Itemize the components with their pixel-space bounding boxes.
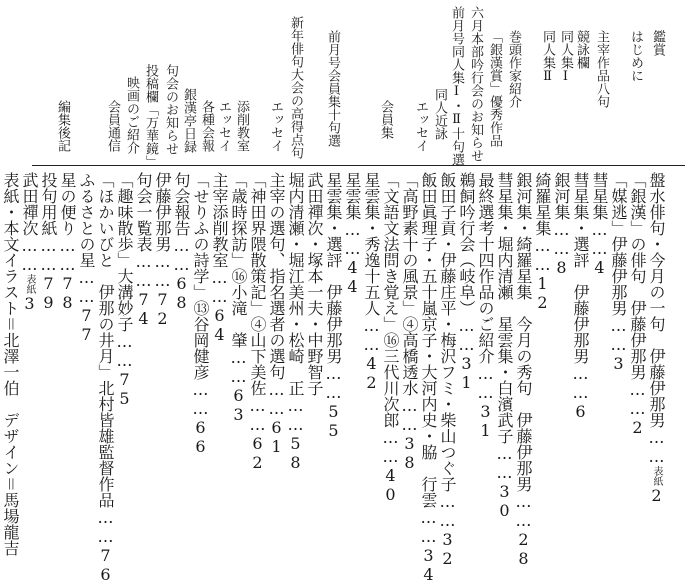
category-label: エッセイ xyxy=(413,100,428,152)
toc-entry: 銀河集・綺羅星集 今月の秀句 伊藤伊那男……28 xyxy=(514,172,533,568)
category-label: 前月号会員集十句選 xyxy=(325,30,340,147)
category-label: 添削教室 xyxy=(234,100,249,152)
category-label: 編集後記 xyxy=(55,100,70,152)
category-label: 前月号同人集Ⅰ・Ⅱ十句選 xyxy=(449,6,464,166)
category-label: 六月本部吟行会のお知らせ xyxy=(468,6,483,162)
toc-entry: 投句用紙……79 xyxy=(39,172,58,312)
toc-entry: 「歳時探訪」⑯小滝 肇……63 xyxy=(229,172,248,424)
toc-entry: 句会報告……68 xyxy=(172,172,191,312)
category-label: 各種会報 xyxy=(199,100,214,152)
category-label: 映画のご紹介 xyxy=(124,76,139,154)
toc-entry: ふるさとの星……77 xyxy=(77,172,96,344)
toc-entry: 「せりふの詩学」⑬谷岡健彦……66 xyxy=(191,172,210,456)
category-label: 同人近詠 xyxy=(432,88,447,140)
toc-entry: 主宰の選句、指名選者の選句……61 xyxy=(267,172,286,456)
toc-entry: 盤水俳句・今月の一句 伊藤伊那男……表紙2 xyxy=(647,172,666,505)
category-label: 銀漢亭日録 xyxy=(181,88,196,153)
category-label: 会員通信 xyxy=(105,100,120,152)
toc-entry: 綺羅星集……12 xyxy=(533,172,552,312)
category-label: エッセイ xyxy=(268,100,283,152)
toc-entry: 星雲集・秀逸十五人……42 xyxy=(362,172,381,392)
category-label: 巻頭作家紹介 xyxy=(506,30,521,108)
category-label: 同人集Ⅰ xyxy=(558,30,573,84)
toc-entry: 「ほかいびと 伊那の井月」北村皆雄監督作品……76 xyxy=(96,172,115,584)
category-label: 主宰作品八句 xyxy=(594,30,609,108)
toc-entry: 堀内清瀬・堀江美州・松崎 正……58 xyxy=(286,172,305,472)
toc-entry: 「媒逃」伊藤伊那男……3 xyxy=(609,172,628,373)
category-label: 句会のお知らせ xyxy=(163,64,178,155)
category-label: 競詠欄 xyxy=(574,30,589,69)
toc-entry: 星雲集・選評 伊藤伊那男……55 xyxy=(324,172,343,440)
category-label: 鑑賞 xyxy=(650,30,665,56)
toc-entry: 星の便り……78 xyxy=(58,172,77,312)
toc-entry: 「趣味散歩」大溝妙子……75 xyxy=(115,172,134,408)
toc-entry: 「文語文法問き覚え」⑯三代川次郎……40 xyxy=(381,172,400,504)
category-label: エッセイ xyxy=(216,100,231,152)
toc-entry: 飯田子貢・伊藤庄平・梅沢フミ・柴山つぐ子……32 xyxy=(438,172,457,568)
category-label: 「銀漢賞」優秀作品 xyxy=(487,30,502,147)
toc-entry: 飯田眞理子・五十嵐京子・大河内史・脇 行雲……34 xyxy=(419,172,438,584)
toc-entry: 星雲集……44 xyxy=(343,172,362,296)
toc-entry: 彗星集・堀内清瀬 星雲集・白濱武子……30 xyxy=(495,172,514,520)
toc-entry: 「銀漢」の俳句 伊藤伊那男……2 xyxy=(628,172,647,437)
category-label: 同人集Ⅱ xyxy=(540,30,555,84)
toc-entry: 「高野素十の風景」④高橋透水……38 xyxy=(400,172,419,472)
toc-entry: 鵜飼吟行会（岐阜）……31 xyxy=(457,172,476,392)
toc-entry: 武田禪次……表紙3 xyxy=(20,172,39,313)
credits: 表紙・本文イラスト＝北澤一伯 デザイン＝馬場龍吉 xyxy=(1,172,20,556)
toc-entry: 句会一覧表……74 xyxy=(134,172,153,328)
toc-entry: 伊藤伊那男……72 xyxy=(153,172,172,328)
toc-entry: 彗星集……4 xyxy=(590,172,609,277)
section-divider xyxy=(32,165,685,166)
toc-entry: 「神田界隈散策記」④山下美佐……62 xyxy=(248,172,267,472)
toc-entry: 最終選考十四作品のご紹介……31 xyxy=(476,172,495,440)
category-label: 新年俳句大会の高得点句 xyxy=(288,16,303,159)
category-label: 投稿欄「万華鏡」 xyxy=(143,64,158,168)
toc-entry: 武田禪次・塚本一夫・中野智子 xyxy=(305,172,324,396)
toc-entry: 主宰添削教室……64 xyxy=(210,172,229,344)
toc-entry: 彗星集・選評 伊藤伊那男……6 xyxy=(571,172,590,421)
category-label: 会員集 xyxy=(378,100,393,139)
category-label: はじめに xyxy=(628,30,643,82)
toc-entry: 銀河集……8 xyxy=(552,172,571,277)
